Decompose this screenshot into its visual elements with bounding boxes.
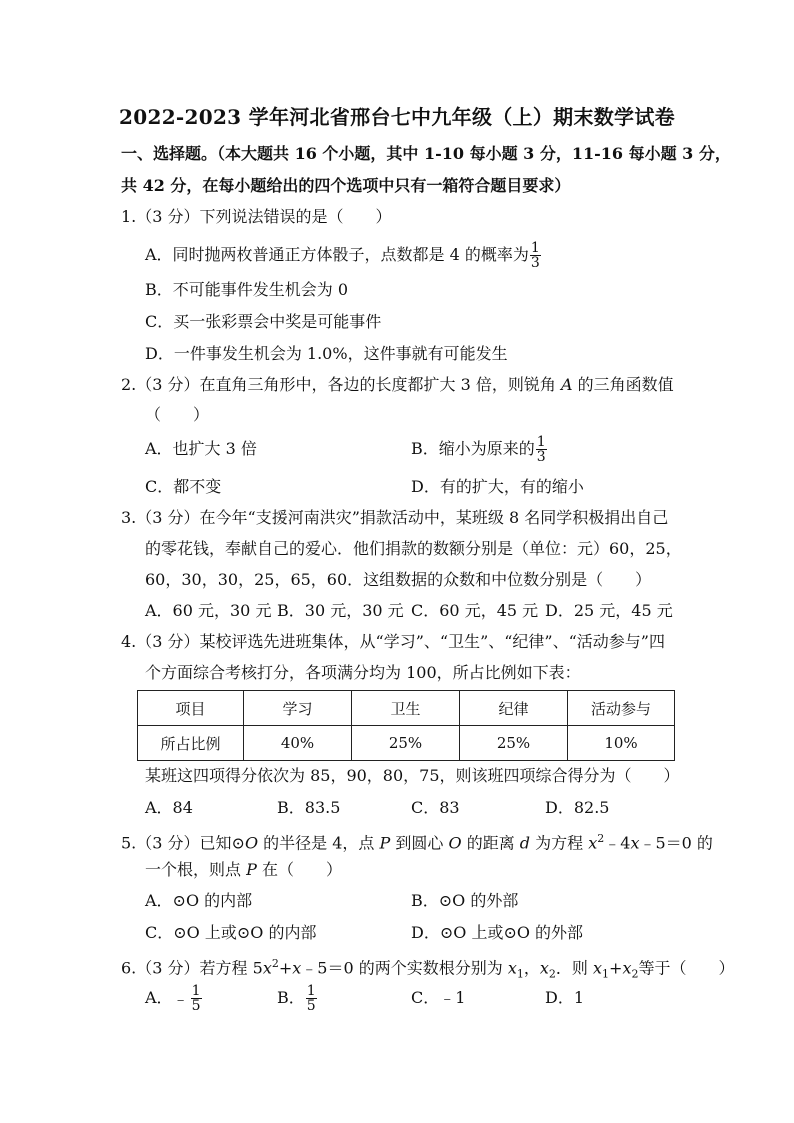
variable-x: x [630, 833, 640, 853]
question-2-option-a: A．也扩大 3 倍 [145, 439, 257, 458]
question-4-after-table: 某班这四项得分依次为 85，90，80，75，则该班四项综合得分为（ ） [145, 766, 680, 785]
fraction-denominator: 3 [530, 255, 540, 271]
table-cell: 10% [568, 726, 675, 761]
question-5-line-1 [121, 828, 713, 854]
table-cell: 40% [244, 726, 352, 761]
question-1-option-a [145, 240, 542, 270]
fraction-numerator: 1 [306, 983, 316, 999]
question-2-stem-cont: （ ） [145, 405, 210, 424]
stem-text: 在（ ） [256, 860, 342, 879]
question-4-option-b: B．83.5 [277, 798, 341, 817]
question-3-line-1: 3.（3 分）在今年“支援河南洪灾”捐款活动中，某班级 8 名同学积极捐出自己 [121, 508, 669, 527]
stem-text: + [609, 958, 623, 978]
stem-text: ﹣4 [604, 833, 631, 853]
question-1-option-b: B．不可能事件发生机会为 0 [145, 280, 349, 299]
question-6-option-d: D．1 [545, 988, 585, 1007]
fraction-one-third [536, 435, 547, 464]
question-5-option-a: A．⊙O 的内部 [145, 891, 253, 910]
variable-x: x [262, 958, 272, 978]
question-3-option-b: B．30 元，30 元 [277, 601, 404, 620]
variable-x: x [507, 958, 517, 978]
question-6-option-b [277, 983, 318, 1013]
page-title: 2022-2023 学年河北省邢台七中九年级（上）期末数学试卷 [119, 105, 675, 129]
question-3-line-3: 60，30，30，25，65，60．这组数据的众数和中位数分别是（ ） [145, 570, 652, 589]
stem-text: ﹣5＝0 的 [639, 833, 713, 853]
stem-text: 6.（3 分）若方程 5 [121, 958, 263, 978]
question-4-line-2: 个方面综合考核打分，各项满分均为 100，所占比例如下表： [145, 663, 581, 682]
table-cell: 活动参与 [568, 691, 675, 726]
table-cell: 25% [460, 726, 568, 761]
variable-x: x [292, 958, 302, 978]
question-2-option-d: D．有的扩大，有的缩小 [411, 477, 584, 496]
fraction-numerator: 1 [536, 434, 546, 450]
question-1-option-c: C．买一张彩票会中奖是可能事件 [145, 312, 382, 331]
section-heading-line-2: 共 42 分，在每小题给出的四个选项中只有一箱符合题目要求） [121, 176, 571, 195]
stem-text: 一个根，则点 [145, 860, 247, 879]
subscript: 2 [548, 967, 556, 981]
question-1-stem: 1.（3 分）下列说法错误的是（ ） [121, 207, 392, 226]
variable-d: d [519, 833, 531, 853]
option-a-text: A．同时抛两枚普通正方体骰子，点数都是 4 的概率为 [145, 245, 529, 264]
stem-text: ﹣5＝0 的两个实数根分别为 [301, 958, 508, 978]
question-6-option-c: C．﹣1 [411, 988, 466, 1007]
fraction-one-fifth [306, 984, 317, 1013]
question-5-option-b: B．⊙O 的外部 [411, 891, 519, 910]
stem-text: ．则 [555, 958, 593, 978]
variable-o: O [448, 833, 462, 853]
minus-sign: ﹣ [172, 988, 189, 1008]
question-2-option-b [411, 434, 548, 464]
question-6-stem [121, 953, 734, 986]
question-3-option-a: A．60 元，30 元 [145, 601, 272, 620]
question-4-option-d: D．82.5 [545, 798, 610, 817]
stem-text: 为方程 [530, 833, 589, 853]
fraction-one-fifth [191, 984, 202, 1013]
fraction-numerator: 1 [191, 983, 201, 999]
question-1-option-d: D．一件事发生机会为 1.0%，这件事就有可能发生 [145, 344, 508, 363]
section-heading-line-1: 一、选择题。（本大题共 16 个小题，其中 1-10 每小题 3 分，11-16 每小题 3 分， [121, 144, 731, 163]
subscript: 1 [516, 967, 524, 981]
stem-text: ， [523, 958, 540, 978]
question-3-option-d: D．25 元，45 元 [545, 601, 673, 620]
subscript: 1 [602, 967, 610, 981]
question-3-line-2: 的零花钱，奉献自己的爱心．他们捐款的数额分别是（单位：元）60，25， [145, 539, 682, 558]
variable-a: A [560, 375, 573, 394]
stem-text: 等于（ ） [638, 958, 735, 978]
fraction-one-third [530, 241, 541, 270]
question-2-stem [121, 374, 674, 396]
table-header-row [138, 691, 675, 726]
question-4-option-c: C．83 [411, 798, 460, 817]
variable-p: P [246, 860, 257, 879]
question-4-option-a: A．84 [145, 798, 193, 817]
question-5-option-d: D．⊙O 上或⊙O 的外部 [411, 923, 584, 942]
question-6-option-a [145, 983, 203, 1014]
table-cell: 所占比例 [138, 726, 244, 761]
question-5-line-2 [145, 859, 342, 881]
fraction-denominator: 5 [306, 998, 316, 1014]
variable-x: x [588, 833, 598, 853]
table-cell: 25% [352, 726, 460, 761]
stem-text: 5.（3 分）已知⊙ [121, 833, 245, 853]
question-3-option-c: C．60 元，45 元 [411, 601, 539, 620]
variable-o: O [244, 833, 259, 853]
option-b-text: B．缩小为原来的 [411, 439, 535, 458]
table-cell: 卫生 [352, 691, 460, 726]
option-label: A． [145, 988, 173, 1007]
subscript: 2 [631, 967, 639, 981]
variable-p: P [379, 833, 391, 853]
variable-x: x [622, 958, 632, 978]
question-4-line-1: 4.（3 分）某校评选先进班集体，从“学习”、“卫生”、“纪律”、“活动参与”四 [121, 632, 665, 651]
question-2-option-c: C．都不变 [145, 477, 222, 496]
fraction-numerator: 1 [530, 240, 540, 256]
fraction-denominator: 5 [191, 998, 201, 1014]
stem-text: + [278, 958, 293, 978]
variable-x: x [593, 958, 603, 978]
exponent: 2 [597, 832, 605, 845]
table-cell: 学习 [244, 691, 352, 726]
stem-text: 的三角函数值 [572, 375, 674, 394]
table-cell: 项目 [138, 691, 244, 726]
stem-text: 的半径是 4，点 [258, 833, 380, 853]
score-ratio-table [137, 690, 675, 761]
question-5-option-c: C．⊙O 上或⊙O 的内部 [145, 923, 317, 942]
table-row [138, 726, 675, 761]
option-label: B． [277, 988, 305, 1007]
stem-text: 到圆心 [390, 833, 449, 853]
stem-text: 的距离 [461, 833, 520, 853]
fraction-denominator: 3 [536, 449, 546, 465]
table-cell: 纪律 [460, 691, 568, 726]
variable-x: x [539, 958, 549, 978]
exponent: 2 [271, 957, 279, 970]
stem-text: 2.（3 分）在直角三角形中，各边的长度都扩大 3 倍，则锐角 [121, 375, 561, 394]
